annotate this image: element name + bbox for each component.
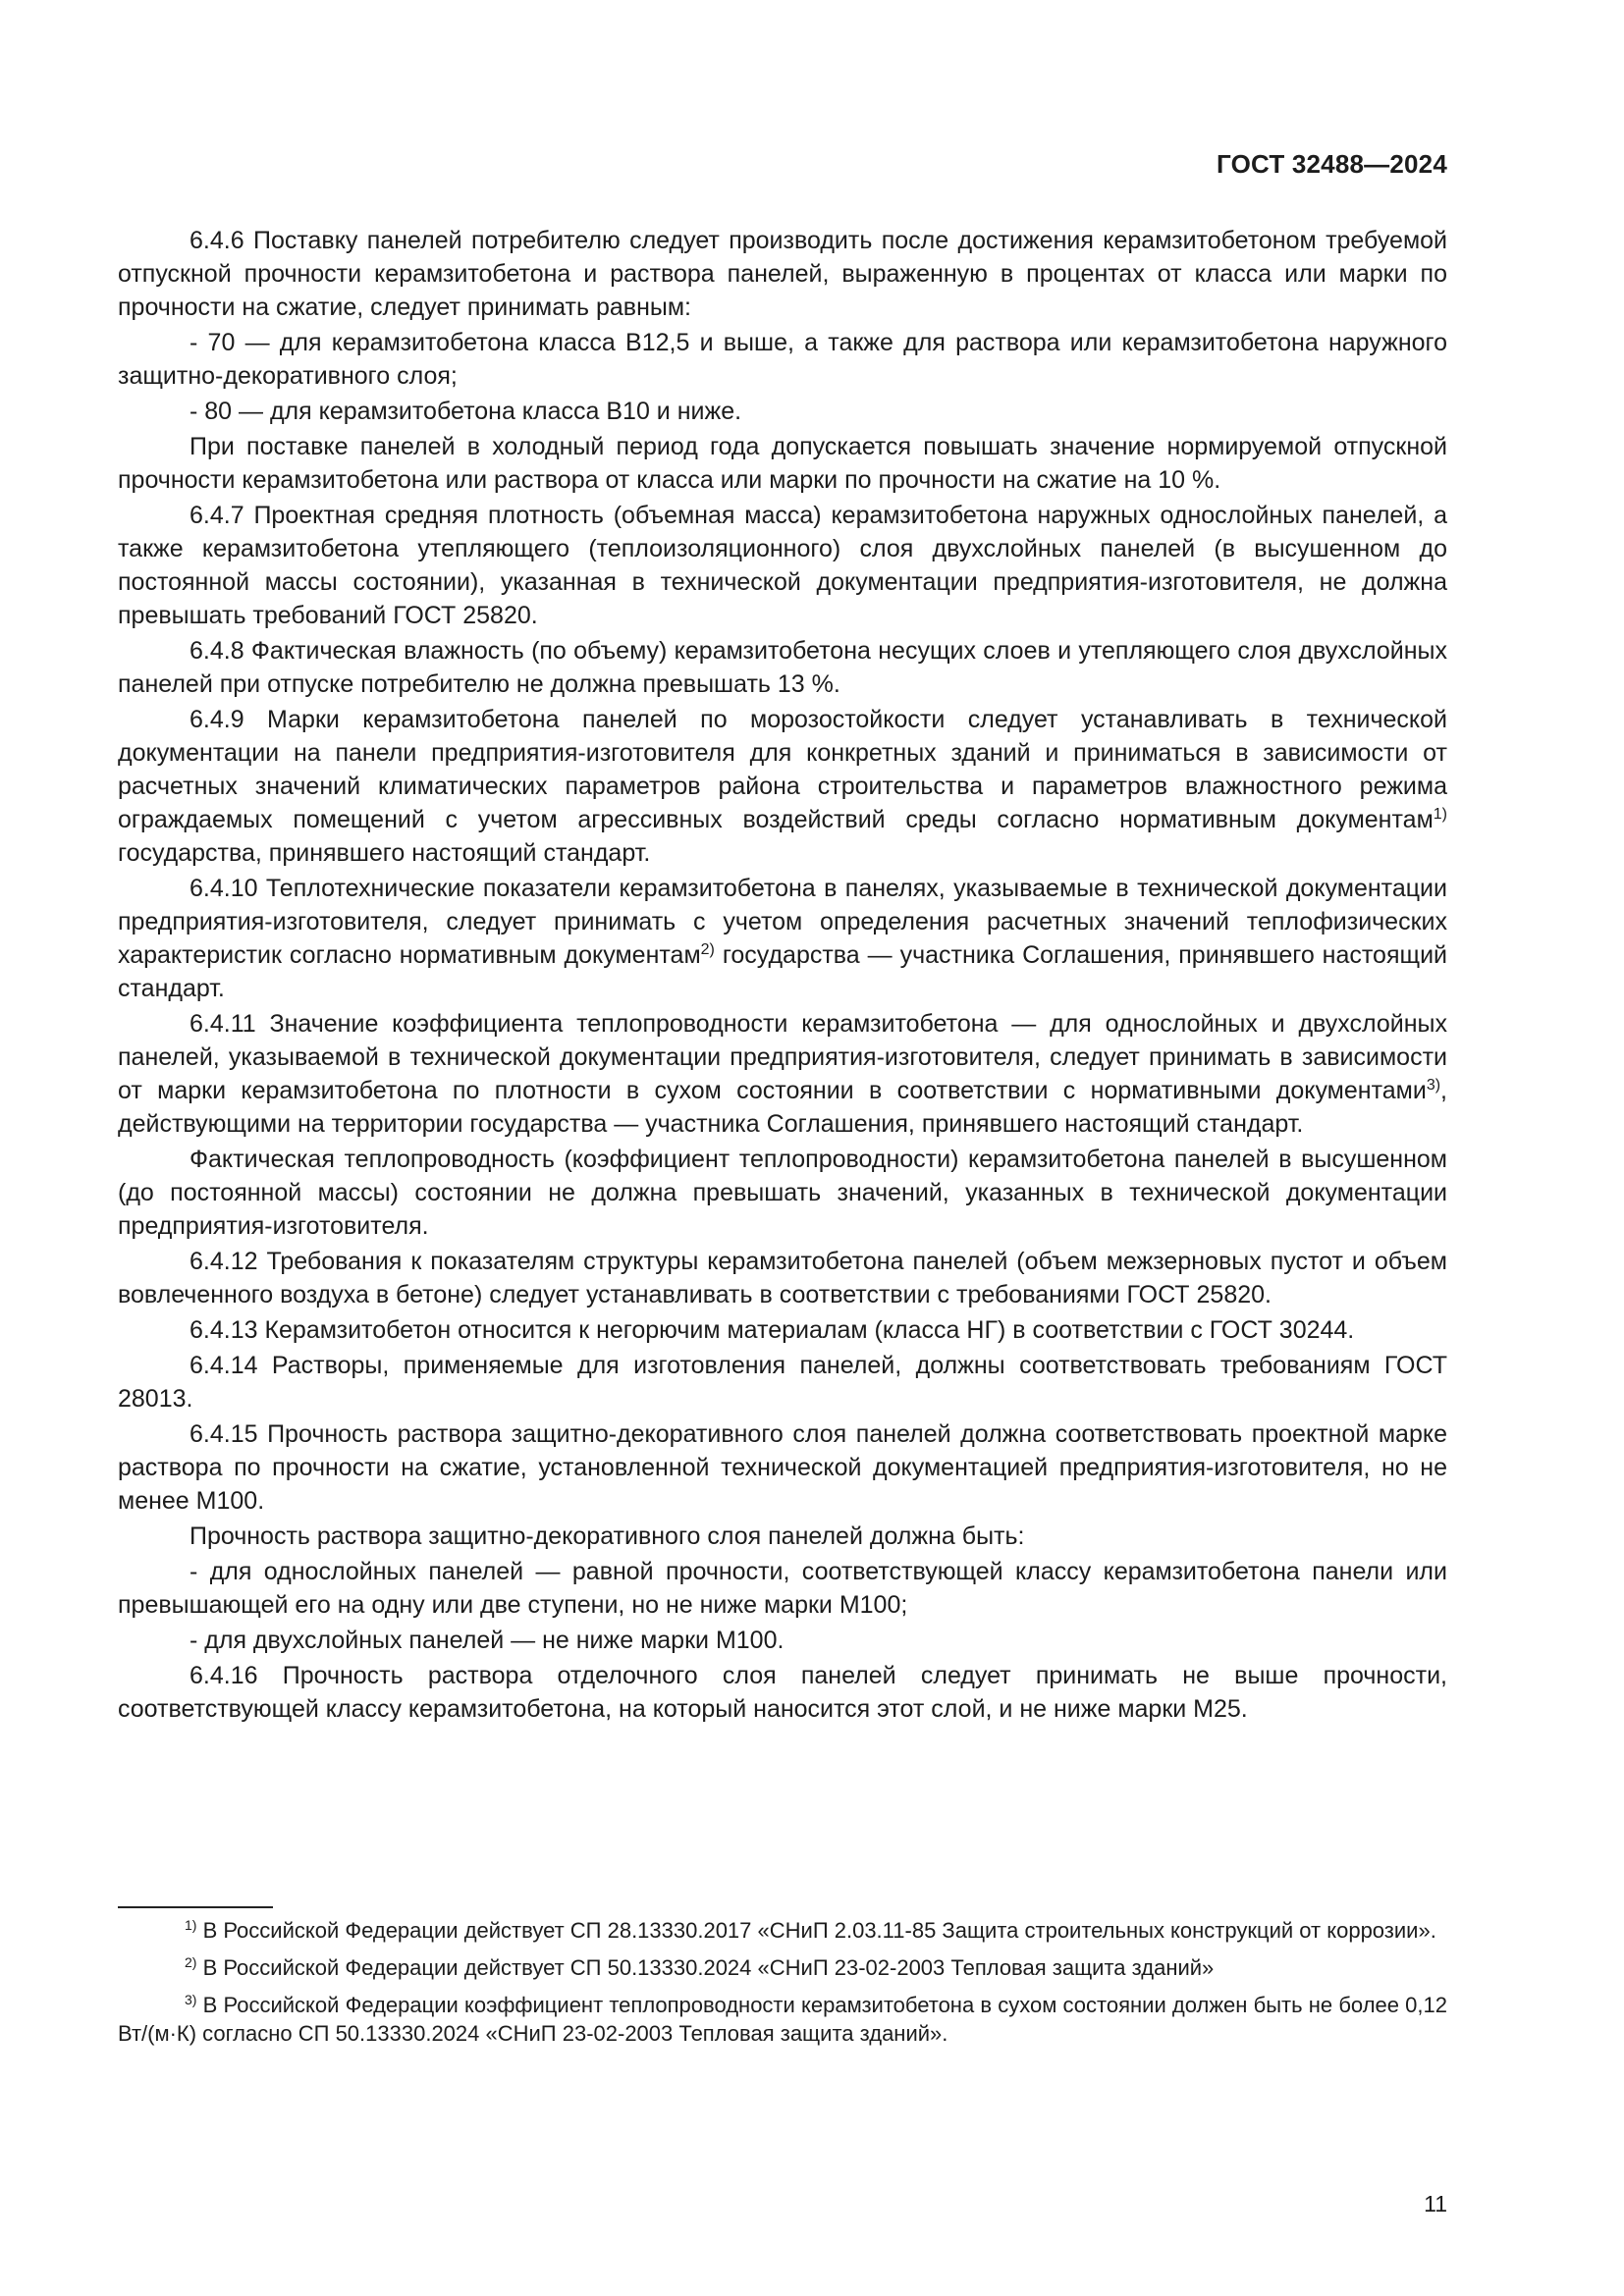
paragraph-6-4-10 bbox=[118, 872, 1447, 1005]
footnotes bbox=[118, 1916, 1447, 2056]
paragraph-6-4-12: 6.4.12 Требования к показателям структуры керамзитобетона панелей (объем межзерновых пустот и объем вовлеченного воздуха в бетоне) следует устанавливать в соответствии с требованиями ГОСТ 25820. bbox=[118, 1248, 1447, 1308]
footnote-ref-1[interactable]: 1) bbox=[1433, 806, 1447, 823]
footnote-text: В Российской Федерации коэффициент теплопроводности керамзитобетона в сухом состоянии должен быть не более 0,12 Вт/(м·К) согласно СП 50.13330.2024 «СНиП 23-02-2003 Тепловая защита зданий». bbox=[118, 1993, 1447, 2046]
paragraph-text: 6.4.10 Теплотехнические показатели керамзитобетона в панелях, указываемые в технической документации предприятия-изготовителя, следует принимать с учетом определения расчетных значений теплофизических характеристик согласно нормативным документам bbox=[118, 875, 1447, 969]
paragraph-6-4-15: 6.4.15 Прочность раствора защитно-декоративного слоя панелей должна соответствовать проектной марке раствора по прочности на сжатие, установленной технической документацией предприятия-изготовителя, но не менее М100. bbox=[118, 1420, 1447, 1515]
paragraph-6-4-13: 6.4.13 Керамзитобетон относится к негорючим материалам (класса НГ) в соответствии с ГОСТ 30244. bbox=[189, 1316, 1355, 1344]
paragraph-6-4-11 bbox=[118, 1007, 1447, 1141]
footnote-text: В Российской Федерации действует СП 28.13330.2017 «СНиП 2.03.11-85 Защита строительных конструкций от коррозии». bbox=[196, 1918, 1436, 1943]
paragraph-6-4-8: 6.4.8 Фактическая влажность (по объему) керамзитобетона несущих слоев и утепляющего слоя двухслойных панелей при отпуске потребителю не должна превышать 13 %. bbox=[118, 637, 1447, 698]
paragraph-6-4-9 bbox=[118, 703, 1447, 870]
document-code-header: ГОСТ 32488—2024 bbox=[1217, 149, 1447, 179]
paragraph-text: 6.4.9 Марки керамзитобетона панелей по морозостойкости следует устанавливать в технической документации на панели предприятия-изготовителя для конкретных зданий и приниматься в зависимости от расчетных значений климатических параметров района строительства и параметров влажностного режима ограждаемых помещений с учетом агрессивных воздействий среды согласно нормативным документам bbox=[118, 706, 1447, 833]
list-item-single-layer: - для однослойных панелей — равной прочности, соответствующей классу керамзитобетона панели или превышающей его на одну или две ступени, но не ниже марки М100; bbox=[118, 1558, 1447, 1619]
footnote-ref-3[interactable]: 3) bbox=[1426, 1077, 1441, 1094]
footnote-divider bbox=[118, 1906, 273, 1908]
paragraph-6-4-16: 6.4.16 Прочность раствора отделочного слоя панелей следует принимать не выше прочности, соответствующей классу керамзитобетона, на который наносится этот слой, и не ниже марки М25. bbox=[118, 1662, 1447, 1723]
paragraph-text: государства, принявшего настоящий стандарт. bbox=[118, 839, 651, 867]
footnote-ref-2[interactable]: 2) bbox=[700, 941, 715, 958]
paragraph-text: , действующими на территории государства — участника Соглашения, принявшего настоящий стандарт. bbox=[118, 1077, 1447, 1138]
paragraph-text: 6.4.11 Значение коэффициента теплопроводности керамзитобетона — для однослойных и двухслойных панелей, указываемой в технической документации предприятия-изготовителя, следует принимать в зависимости от марки керамзитобетона по плотности в сухом состоянии в соответствии с нормативными документами bbox=[118, 1010, 1447, 1104]
paragraph-actual-conductivity: Фактическая теплопроводность (коэффициент теплопроводности) керамзитобетона панелей в высушенном (до постоянной массы) состоянии не должна превышать значений, указанных в технической документации предприятия-изготовителя. bbox=[118, 1146, 1447, 1240]
list-item-70: - 70 — для керамзитобетона класса В12,5 и выше, а также для раствора или керамзитобетона наружного защитно-декоративного слоя; bbox=[118, 329, 1447, 390]
footnote-1 bbox=[118, 1916, 1447, 1945]
footnote-mark: 1) bbox=[185, 1917, 197, 1933]
paragraph-cold-period: При поставке панелей в холодный период года допускается повышать значение нормируемой отпускной прочности керамзитобетона или раствора от класса или марки по прочности на сжатие на 10 %. bbox=[118, 433, 1447, 494]
list-item-80: - 80 — для керамзитобетона класса В10 и ниже. bbox=[189, 398, 742, 425]
paragraph-6-4-6: 6.4.6 Поставку панелей потребителю следует производить после достижения керамзитобетоном требуемой отпускной прочности керамзитобетона и раствора панелей, выраженную в процентах от класса или марки по прочности на сжатие, следует принимать равным: bbox=[118, 227, 1447, 321]
footnote-mark: 2) bbox=[185, 1954, 197, 1970]
footnote-2 bbox=[118, 1953, 1447, 1982]
paragraph-6-4-14: 6.4.14 Растворы, применяемые для изготовления панелей, должны соответствовать требованиям ГОСТ 28013. bbox=[118, 1352, 1447, 1413]
page-number: 11 bbox=[1424, 2191, 1447, 2216]
footnote-mark: 3) bbox=[185, 1992, 197, 2007]
paragraph-mortar-strength: Прочность раствора защитно-декоративного слоя панелей должна быть: bbox=[189, 1522, 1025, 1550]
main-text bbox=[118, 224, 1447, 1728]
footnote-3 bbox=[118, 1991, 1447, 2048]
paragraph-text: государства — участника Соглашения, принявшего настоящий стандарт. bbox=[118, 941, 1447, 1002]
footnote-text: В Российской Федерации действует СП 50.13330.2024 «СНиП 23-02-2003 Тепловая защита зданий» bbox=[196, 1955, 1215, 1980]
list-item-double-layer: - для двухслойных панелей — не ниже марки М100. bbox=[189, 1627, 785, 1654]
paragraph-6-4-7: 6.4.7 Проектная средняя плотность (объемная масса) керамзитобетона наружных однослойных панелей, а также керамзитобетона утепляющего (теплоизоляционного) слоя двухслойных панелей (в высушенном до постоянной массы состоянии), указанная в технической документации предприятия-изготовителя, не должна превышать требований ГОСТ 25820. bbox=[118, 502, 1447, 629]
